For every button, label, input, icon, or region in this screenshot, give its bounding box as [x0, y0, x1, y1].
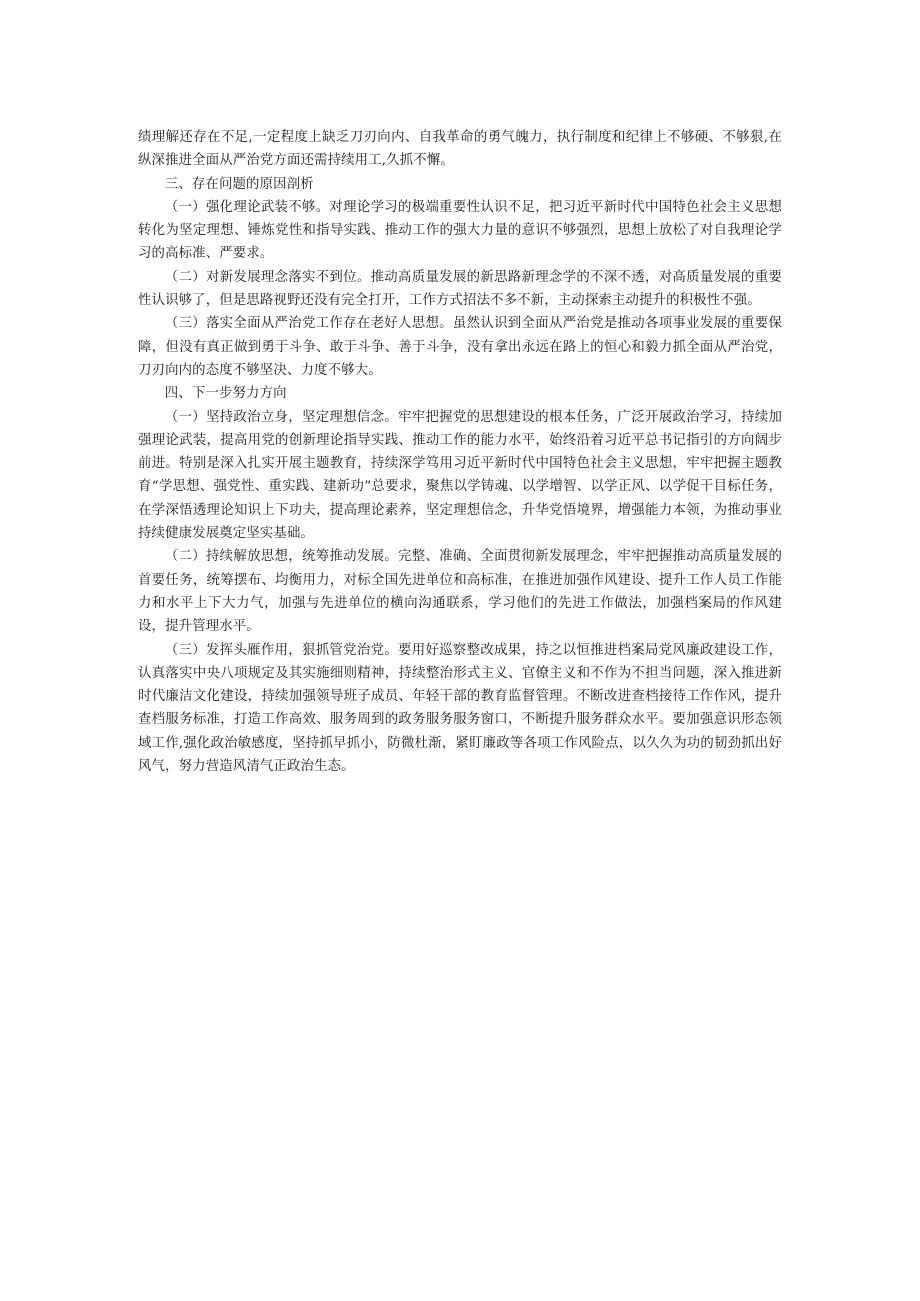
paragraph-cause-2: （二）对新发展理念落实不到位。推动高质量发展的新思路新理念学的不深不透，对高质量发展的重要性认识够了，但是思路视野还没有完全打开，工作方式招法不多不新，主动探索主动提升的积极性不强。 — [138, 269, 782, 309]
continuation-paragraph: 绩理解还存在不足,一定程度上缺乏刀刃向内、自我革命的勇气魄力，执行制度和纪律上不够硬、不够狠,在纵深推进全面从严治党方面还需持续用工,久抓不懈。 — [138, 130, 782, 169]
section-heading-cause-analysis: 三、存在问题的原因剖析 — [164, 176, 314, 192]
document-body — [138, 126, 782, 778]
paragraph-cause-1: （一）强化理论武装不够。对理论学习的极端重要性认识不足，把习近平新时代中国特色社会主义思想转化为坚定理想、锤炼党性和指导实践、推动工作的强大力量的意识不够强烈，思想上放松了对自我理论学习的高标准、严要求。 — [138, 199, 782, 262]
paragraph-next-2: （二）持续解放思想，统筹推动发展。完整、准确、全面贯彻新发展理念，牢牢把握推动高质量发展的首要任务，统筹摆布、均衡用力，对标全国先进单位和高标准，在推进加强作风建设、提升工作人员工作能力和水平上下大力气，加强与先进单位的横向沟通联系，学习他们的先进工作做法，加强档案局的作风建设，提升管理水平。 — [138, 549, 782, 635]
paragraph-next-1: （一）坚持政治立身，坚定理想信念。牢牢把握党的思想建设的根本任务，广泛开展政治学习，持续加强理论武装，提高用党的创新理论指导实践、推动工作的能力水平，始终沿着习近平总书记指引的方向阔步前进。特别是深入扎实开展主题教育，持续深学笃用习近平新时代中国特色社会主义思想，牢牢把握主题教育“学思想、强党性、重实践、建新功”总要求，聚焦以学铸魂、以学增智、以学正风、以学促干目标任务，在学深悟透理论知识上下功夫，提高理论素养，坚定理想信念，升华党悟境界，增强能力本领，为推动事业持续健康发展奠定坚实基础。 — [138, 409, 782, 542]
section-heading-next-steps: 四、下一步努力方向 — [164, 386, 287, 402]
paragraph-cause-3: （三）落实全面从严治党工作存在老好人思想。虽然认识到全面从严治党是推动各项事业发展的重要保障，但没有真正做到勇于斗争、敢于斗争、善于斗争，没有拿出永远在路上的恒心和毅力抓全面从严治党，刀刃向内的态度不够坚决、力度不够大。 — [138, 316, 782, 378]
paragraph-next-3: （三）发挥头雁作用，狠抓管党治党。要用好巡察整改成果，持之以恒推进档案局党风廉政建设工作，认真落实中央八项规定及其实施细则精神，持续整治形式主义、官僚主义和不作为不担当问题，深入推进新时代廉洁文化建设，持续加强领导班子成员、年轻干部的教育监督管理。不断改进查档接待工作作风，提升查档服务标准，打造工作高效、服务周到的政务服务服务窗口，不断提升服务群众水平。要加强意识形态领域工作,强化政治敏感度，坚持抓早抓小，防微杜渐，紧盯廉政等各项工作风险点，以久久为功的韧劲抓出好风气，努力营造风清气正政治生态。 — [138, 642, 782, 775]
